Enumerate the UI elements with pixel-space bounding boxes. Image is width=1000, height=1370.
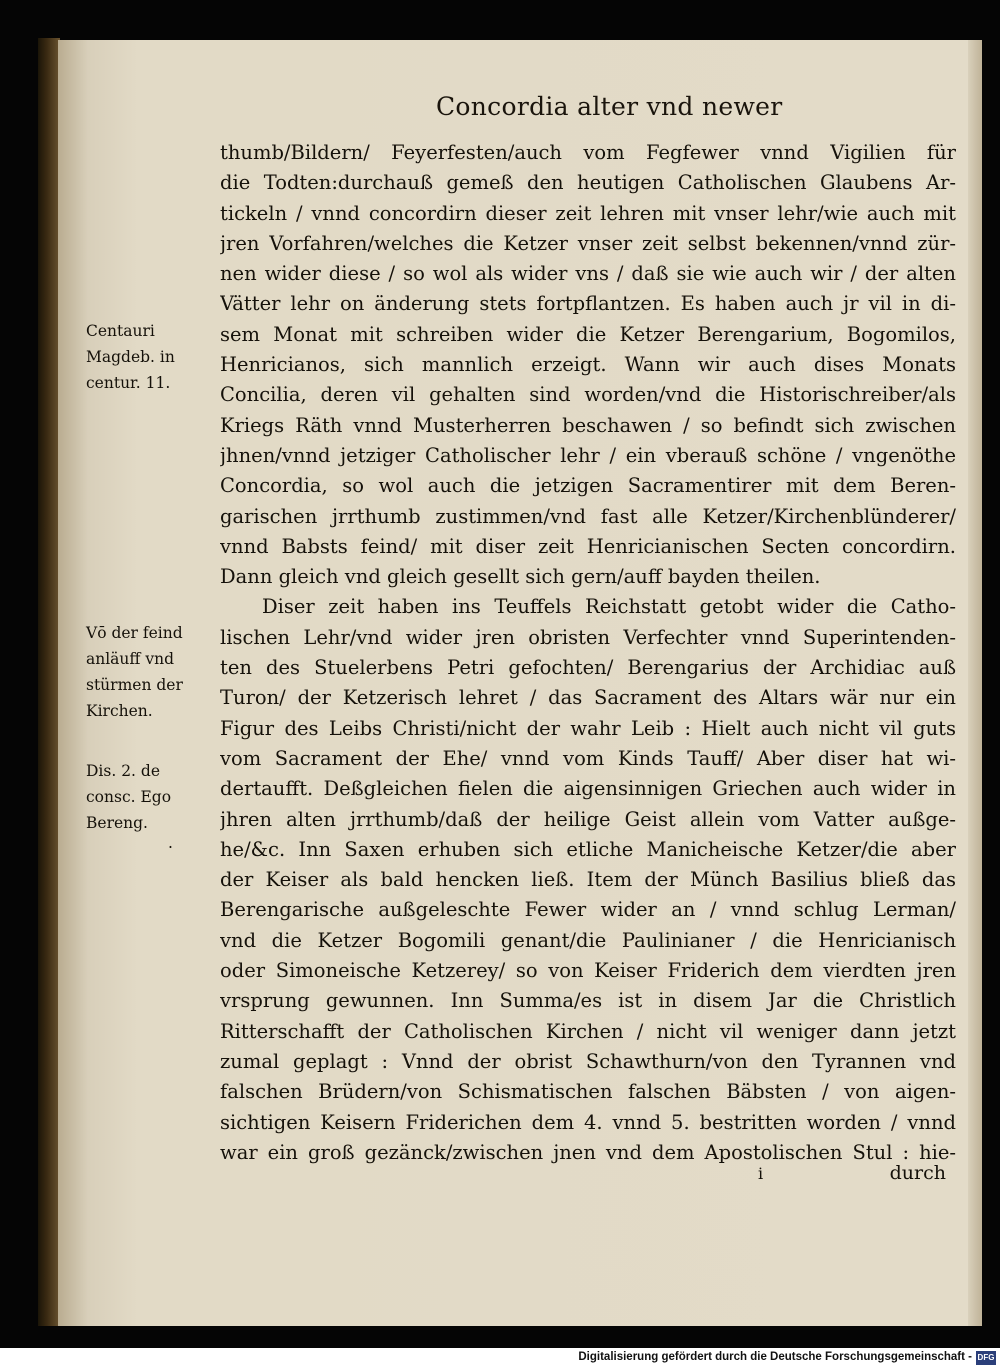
text-line: garischen jrrthumb zustimmen/vnd fast alle Ketzer/Kirchenblünderer/ bbox=[220, 504, 956, 528]
signature-mark: i bbox=[758, 1164, 764, 1183]
text-line: war ein groß gezänck/zwischen jnen vnd dem Apostolischen Stul : hie- bbox=[220, 1140, 956, 1164]
margin-note-line: Kirchen. bbox=[86, 702, 153, 720]
text-line: vrsprung gewunnen. Inn Summa/es ist in disem Jar die Christlich bbox=[220, 989, 956, 1013]
text-line: Dann gleich vnd gleich gesellt sich gern/auff bayden theilen. bbox=[220, 565, 821, 589]
text-line: sichtigen Keisern Friderichen dem 4. vnnd 5. bestritten worden / vnnd bbox=[220, 1110, 956, 1134]
text-line: Henricianos, sich mannlich erzeigt. Wann wir auch dises Monats bbox=[220, 353, 956, 377]
text-line: Diser zeit haben ins Teuffels Reichstatt getobt wider die Catho- bbox=[262, 595, 956, 619]
text-line: ten des Stuelerbens Petri gefochten/ Berengarius der Archidiac auß bbox=[220, 656, 956, 680]
text-line: nen wider diese / so wol als wider vns / daß sie wie auch wir / der alten bbox=[220, 262, 956, 286]
margin-note-line: Magdeb. in bbox=[86, 348, 175, 366]
text-line: Turon/ der Ketzerisch lehret / das Sacrament des Altars wär nur ein bbox=[220, 686, 956, 710]
text-line: jhren alten jrrthumb/daß der heilige Geist allein vom Vatter außge- bbox=[220, 807, 956, 831]
margin-note-dot bbox=[86, 830, 173, 856]
body-text bbox=[220, 138, 956, 1168]
text-line: sem Monat mit schreiben wider die Ketzer Berengarium, Bogomilos, bbox=[220, 322, 956, 346]
margin-note-line: anläuff vnd bbox=[86, 650, 175, 668]
page-edge bbox=[968, 40, 982, 1326]
footer-credit: Digitalisierung gefördert durch die Deutsche Forschungsgemeinschaft - bbox=[578, 1351, 972, 1363]
running-header: Concordia alter vnd newer bbox=[436, 92, 783, 121]
text-line: Berengarische außgeleschte Fewer wider an / vnnd schlug Lerman/ bbox=[220, 898, 956, 922]
text-line: oder Simoneische Ketzerey/ so von Keiser Friderich dem vierdten jren bbox=[220, 959, 956, 983]
text-line: lischen Lehr/vnd wider jren obristen Verfechter vnnd Superintenden- bbox=[220, 625, 956, 649]
digitization-footer bbox=[0, 1348, 1000, 1370]
text-line: Vätter lehr on änderung stets fortpflantzen. Es haben auch jr vil in di- bbox=[220, 292, 956, 316]
margin-note-dis bbox=[86, 758, 171, 836]
text-line: vnd die Ketzer Bogomili genant/die Paulinianer / die Henricianisch bbox=[220, 928, 956, 952]
margin-note-line: centur. 11. bbox=[86, 374, 171, 392]
text-line: Concordia, so wol auch die jetzigen Sacramentirer mit dem Beren- bbox=[220, 474, 956, 498]
text-line: tickeln / vnnd concordirn dieser zeit lehren mit vnser lehr/wie auch mit bbox=[220, 201, 956, 225]
text-line: jhnen/vnnd jetziger Catholischer lehr / ein vberauß schöne / vngenöthe bbox=[220, 443, 956, 467]
text-line: vnnd Babsts feind/ mit diser zeit Henricianischen Secten concordirn. bbox=[220, 534, 956, 558]
text-line: Ritterschafft der Catholischen Kirchen / nicht vil weniger dann jetzt bbox=[220, 1019, 956, 1043]
margin-note-line: Dis. 2. de bbox=[86, 762, 161, 780]
text-line: he/&c. Inn Saxen erhuben sich etliche Manicheische Ketzer/die aber bbox=[220, 837, 956, 861]
text-line: der Keiser als bald hencken ließ. Item der Münch Basilius bließ das bbox=[220, 868, 956, 892]
text-line: dertaufft. Deßgleichen fielen die aigensinnigen Griechen auch wider in bbox=[220, 777, 956, 801]
dfg-logo: DFG bbox=[976, 1351, 996, 1365]
text-line: Kriegs Räth vnnd Musterherren beschawen / so befindt sich zwischen bbox=[220, 413, 956, 437]
text-line: vom Sacrament der Ehe/ vnnd vom Kinds Tauff/ Aber diser hat wi- bbox=[220, 746, 956, 770]
margin-note-line: Vō der feind bbox=[86, 624, 183, 642]
margin-note-feind bbox=[86, 620, 183, 724]
margin-note-line: . bbox=[168, 834, 173, 852]
margin-note-centuriae bbox=[86, 318, 175, 396]
text-line: Concilia, deren vil gehalten sind worden/vnd die Historischreiber/als bbox=[220, 383, 956, 407]
margin-note-line: Centauri bbox=[86, 322, 155, 340]
text-line: thumb/Bildern/ Feyerfesten/auch vom Fegfewer vnnd Vigilien für bbox=[220, 141, 956, 164]
catchword: durch bbox=[889, 1162, 946, 1184]
margin-note-line: consc. Ego bbox=[86, 788, 172, 806]
book-spine bbox=[38, 38, 60, 1326]
margin-note-line: stürmen der bbox=[86, 676, 183, 694]
text-line: falschen Brüdern/von Schismatischen falschen Bäbsten / von aigen- bbox=[220, 1080, 956, 1104]
margin-note-line: Bereng. bbox=[86, 814, 148, 832]
book-page bbox=[58, 40, 982, 1326]
text-line: die Todten:durchauß gemeß den heutigen Catholischen Glaubens Ar- bbox=[220, 171, 956, 195]
text-line: jren Vorfahren/welches die Ketzer vnser zeit selbst bekennen/vnnd zür- bbox=[220, 231, 956, 255]
text-line: Figur des Leibs Christi/nicht der wahr Leib : Hielt auch nicht vil guts bbox=[220, 716, 956, 740]
text-line: zumal geplagt : Vnnd der obrist Schawthurn/von den Tyrannen vnd bbox=[220, 1049, 956, 1073]
